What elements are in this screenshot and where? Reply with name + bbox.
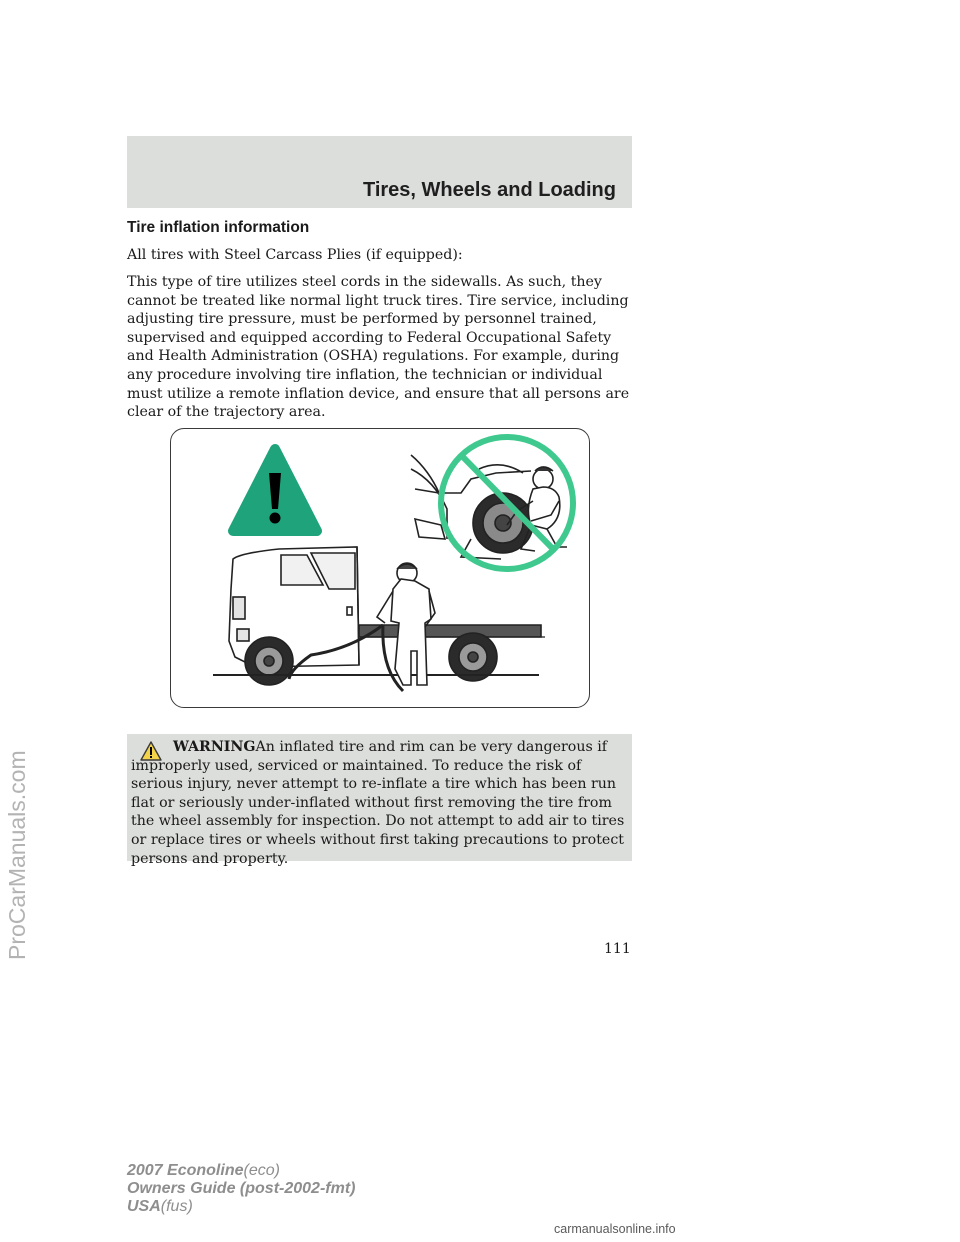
paragraph-intro: All tires with Steel Carcass Plies (if equipped):	[127, 247, 463, 263]
document-footer	[127, 1162, 355, 1216]
warning-box	[127, 734, 632, 867]
footer-model-code: (eco)	[243, 1162, 280, 1179]
bottom-watermark: carmanualsonline.info	[554, 1222, 676, 1236]
footer-market: USA	[127, 1198, 161, 1215]
warning-text	[131, 738, 627, 868]
tire-inflation-figure	[170, 428, 590, 708]
warning-label: WARNING	[173, 739, 256, 755]
section-heading: Tire inflation information	[127, 219, 310, 236]
footer-guide: Owners Guide (post-2002-fmt)	[127, 1180, 356, 1197]
footer-market-code: (fus)	[160, 1198, 193, 1215]
warning-triangle-icon	[233, 449, 317, 531]
figure-illustration	[171, 429, 589, 707]
header-band	[127, 136, 632, 208]
paragraph-steel-carcass: This type of tire utilizes steel cords in the sidewalls. As such, they cannot be treated like normal light truck tires. Tire service, including adjusting tire pressure, must be performed by personnel trained, supervised and equipped according to Federal Occupational Safety and Health Administration (OSHA) regulations. For example, during any procedure involving tire inflation, the technician or individual must utilize a remote inflation device, and ensure that all persons are clear of the trajectory area.	[127, 274, 630, 421]
side-watermark: ProCarManuals.com	[4, 750, 30, 960]
page-section-title: Tires, Wheels and Loading	[362, 179, 616, 201]
footer-model: 2007 Econoline	[127, 1162, 244, 1179]
warning-body: An inflated tire and rim can be very dangerous if improperly used, serviced or maintained. To reduce the risk of serious injury, never attempt to re-inflate a tire which has been run flat or seriously under-inflated without first removing the tire from the wheel assembly for inspection. Do not attempt to add air to tires or replace tires or wheels without first taking precautions to protect persons and property.	[131, 739, 625, 867]
page-number: 111	[604, 941, 631, 957]
